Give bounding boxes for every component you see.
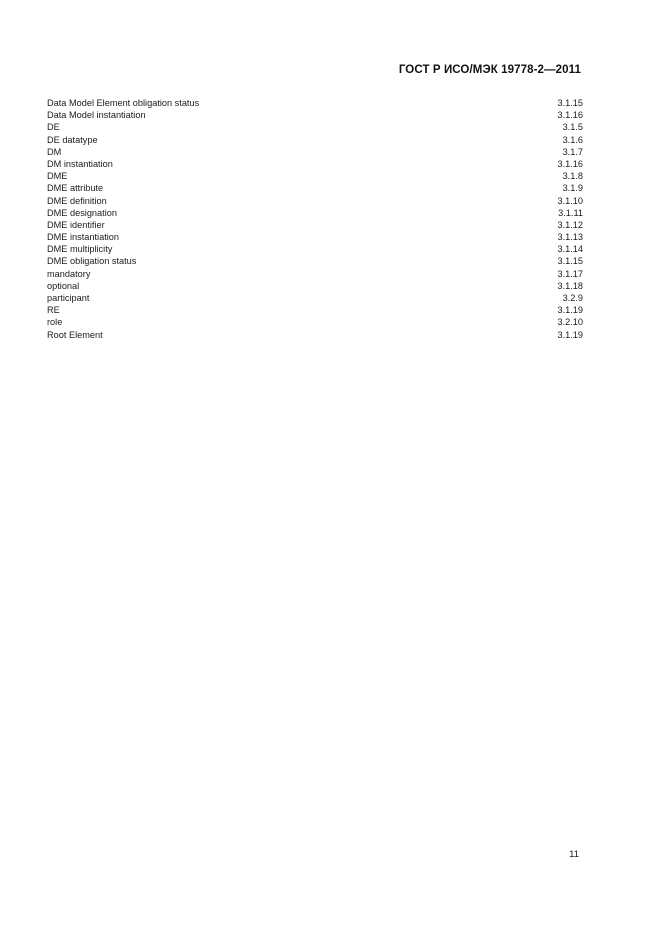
index-row	[47, 280, 583, 292]
index-ref: 3.1.16	[557, 158, 583, 169]
index-ref: 3.2.9	[562, 293, 583, 303]
index-ref: 3.1.18	[557, 280, 583, 291]
index-term: Data Model Element obligation status	[47, 98, 200, 108]
index-term: DM	[47, 146, 62, 157]
index-ref: 3.1.13	[557, 232, 583, 243]
index-row	[47, 316, 583, 328]
index-ref: 3.1.8	[562, 171, 583, 182]
index-term: DME identifier	[47, 219, 105, 230]
index-term: DME instantiation	[47, 232, 120, 243]
index-term: optional	[47, 280, 80, 291]
index-term: DME multiplicity	[47, 244, 113, 255]
index-ref: 3.1.14	[557, 244, 583, 255]
term-index	[47, 97, 583, 341]
index-row	[47, 182, 583, 194]
index-ref: 3.1.5	[562, 122, 583, 133]
index-row	[47, 231, 583, 243]
index-row	[47, 134, 583, 146]
index-row	[47, 146, 583, 158]
index-ref: 3.1.10	[557, 195, 583, 206]
index-ref: 3.1.7	[562, 146, 583, 157]
index-row	[47, 329, 583, 341]
index-term: participant	[47, 293, 90, 303]
index-row	[47, 97, 583, 109]
index-term: Root Element	[47, 329, 103, 340]
index-row	[47, 219, 583, 231]
index-row	[47, 292, 583, 304]
standard-header: ГОСТ Р ИСО/МЭК 19778-2—2011	[398, 64, 581, 76]
index-ref: 3.1.19	[557, 305, 583, 316]
index-term: role	[47, 317, 63, 328]
index-term: DM instantiation	[47, 158, 113, 169]
index-ref: 3.1.11	[558, 207, 583, 218]
index-term: DME definition	[47, 195, 107, 206]
index-row	[47, 121, 583, 133]
index-row	[47, 304, 583, 316]
index-term: RE	[47, 305, 60, 316]
index-row	[47, 170, 583, 182]
index-ref: 3.1.9	[562, 183, 583, 194]
index-term: DE	[47, 122, 60, 133]
index-row	[47, 243, 583, 255]
index-row	[47, 207, 583, 219]
index-term: DE datatype	[47, 134, 98, 145]
index-row	[47, 255, 583, 267]
index-term: DME attribute	[47, 183, 104, 194]
index-row	[47, 158, 583, 170]
index-row	[47, 268, 583, 280]
index-ref: 3.1.6	[562, 134, 583, 145]
index-term: DME	[47, 171, 68, 182]
index-term: DME obligation status	[47, 256, 137, 267]
index-term: DME designation	[47, 207, 117, 218]
index-ref: 3.1.15	[557, 98, 583, 108]
index-row	[47, 109, 583, 121]
index-ref: 3.1.12	[557, 219, 583, 230]
index-ref: 3.1.17	[557, 268, 583, 279]
page-number: 11	[569, 849, 579, 860]
index-ref: 3.1.16	[557, 110, 583, 121]
index-term: mandatory	[47, 268, 91, 279]
index-term: Data Model instantiation	[47, 110, 146, 121]
index-ref: 3.2.10	[557, 317, 583, 328]
index-ref: 3.1.15	[557, 256, 583, 267]
index-ref: 3.1.19	[557, 329, 583, 340]
index-row	[47, 195, 583, 207]
